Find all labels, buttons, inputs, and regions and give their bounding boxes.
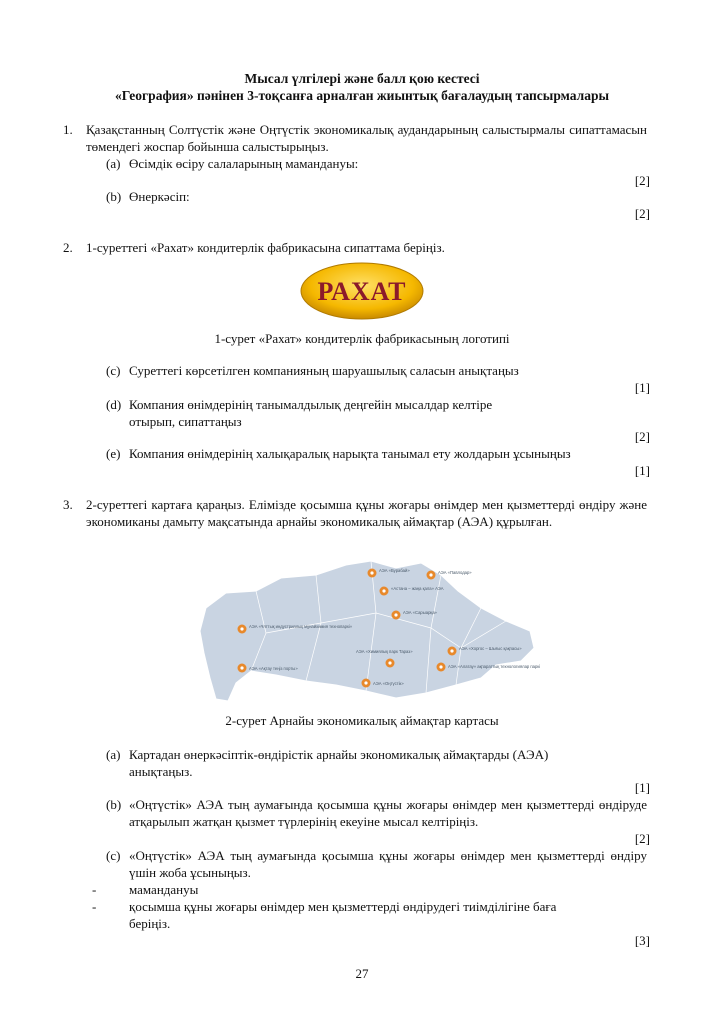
sez-map-image xyxy=(196,553,540,709)
map-label-petrochemical: АЭА «Ұлттық индустриялық мұнайхимия технопаркі» xyxy=(249,624,353,629)
map-label-astana: «Астана – жаңа қала» АЭА xyxy=(391,586,444,591)
page-number: 27 xyxy=(355,966,369,981)
q2-e-score: [1] xyxy=(634,463,650,478)
q1-a-score: [2] xyxy=(634,173,650,188)
q2-c-label: (c) xyxy=(106,363,121,378)
q2-d-text: Компания өнімдерінің танымалдылық деңгейін мысалдар келтіре отырып, сипаттаңыз xyxy=(129,397,493,429)
document-title: Мысал үлгілері және балл қою кестесі xyxy=(244,71,480,86)
figure-1-caption: 1-сурет «Рахат» кондитерлік фабрикасының логотипі xyxy=(214,331,510,346)
question-1-number: 1. xyxy=(63,122,73,137)
q2-d-score: [2] xyxy=(634,429,650,444)
question-2-number: 2. xyxy=(63,240,73,255)
map-label-khorgos: АЭА «Хоргос – Шығыс қақпасы» xyxy=(459,646,522,651)
q3-bullet-1: мамандануы xyxy=(129,882,199,897)
q2-d-label: (d) xyxy=(106,397,122,412)
q1-a-text: Өсімдік өсіру салаларының мамандануы: xyxy=(129,156,359,171)
map-label-burabay: АЭА «Бурабай» xyxy=(379,568,410,573)
q3-b-label: (b) xyxy=(106,797,122,812)
document-subtitle: «География» пәнінен 3-тоқсанға арналған жиынтық бағалаудың тапсырмалары xyxy=(115,88,609,103)
map-label-ontustik: АЭА «Оңтүстік» xyxy=(373,681,404,686)
map-label-pavlodar: АЭА «Павлодар» xyxy=(438,570,472,575)
question-1-text: Қазақстанның Солтүстік және Оңтүстік экономикалық аудандарының салыстырмалы сипаттамасын төмендегі жоспар бойынша салыстырыңыз. xyxy=(86,122,647,154)
rakhat-logo-image xyxy=(300,262,424,320)
q2-c-text: Суреттегі көрсетілген компанияның шаруашылық саласын анықтаңыз xyxy=(129,363,519,378)
q2-e-label: (e) xyxy=(106,446,121,461)
logo-text: РАХАТ xyxy=(317,277,407,306)
q3-a-score: [1] xyxy=(634,780,650,795)
q3-bullet-1-dash: - xyxy=(92,882,97,897)
q3-bullet-2: қосымша құны жоғары өнімдер мен қызметтерді өндірудегі тиімділігіне баға беріңіз. xyxy=(129,899,557,931)
q2-e-text: Компания өнімдерінің халықаралық нарықта танымал ету жолдарын ұсыныңыз xyxy=(129,446,571,461)
q3-bullet-2-dash: - xyxy=(92,899,97,914)
figure-2-caption: 2-сурет Арнайы экономикалық аймақтар картасы xyxy=(225,713,499,728)
question-2-text: 1-суреттегі «Рахат» кондитерлік фабрикасына сипаттама беріңіз. xyxy=(86,240,445,255)
q3-c-score: [3] xyxy=(634,933,650,948)
q2-c-score: [1] xyxy=(634,380,650,395)
question-3-number: 3. xyxy=(63,497,73,512)
q1-a-label: (a) xyxy=(106,156,121,171)
q1-b-label: (b) xyxy=(106,189,122,204)
map-label-taraz: АЭА «Химиялық парк Тараз» xyxy=(356,649,413,654)
map-label-saryarka: АЭА «Сарыарқа» xyxy=(403,610,437,615)
question-3-text: 2-суреттегі картаға қараңыз. Елімізде қосымша құны жоғары өнімдер мен қызметтерді өндіру және экономиканы дамыту мақсатында арнайы экономикалық аймақтар (АЭА) құрылған. xyxy=(86,497,647,529)
q1-b-score: [2] xyxy=(634,206,650,221)
q3-b-text: «Оңтүстік» АЭА тың аумағында қосымша құны жоғары өнімдер мен қызметтерді өндіруде атқарылып жатқан қызмет түрлерінің екеуіне мысал келтіріңіз. xyxy=(129,797,647,829)
map-marker-pavlodar xyxy=(427,570,473,580)
q3-c-text: «Оңтүстік» АЭА тың аумағында қосымша құны жоғары өнімдер мен қызметтерді өндіру үшін жоба ұсыныңыз. xyxy=(129,848,647,880)
q3-a-label: (a) xyxy=(106,747,121,762)
q3-b-score: [2] xyxy=(634,831,650,846)
q1-b-text: Өнеркәсіп: xyxy=(129,189,190,204)
map-label-aktau: АЭА «Ақтау теңіз порты» xyxy=(249,666,298,671)
map-label-alatau: АЭА «Алатау» ақпараттық технологиялар паркі xyxy=(448,664,540,669)
q3-c-label: (c) xyxy=(106,848,121,863)
q3-a-text: Картадан өнеркәсіптік-өндірістік арнайы экономикалық аймақтарды (АЭА) анықтаңыз. xyxy=(129,747,549,779)
